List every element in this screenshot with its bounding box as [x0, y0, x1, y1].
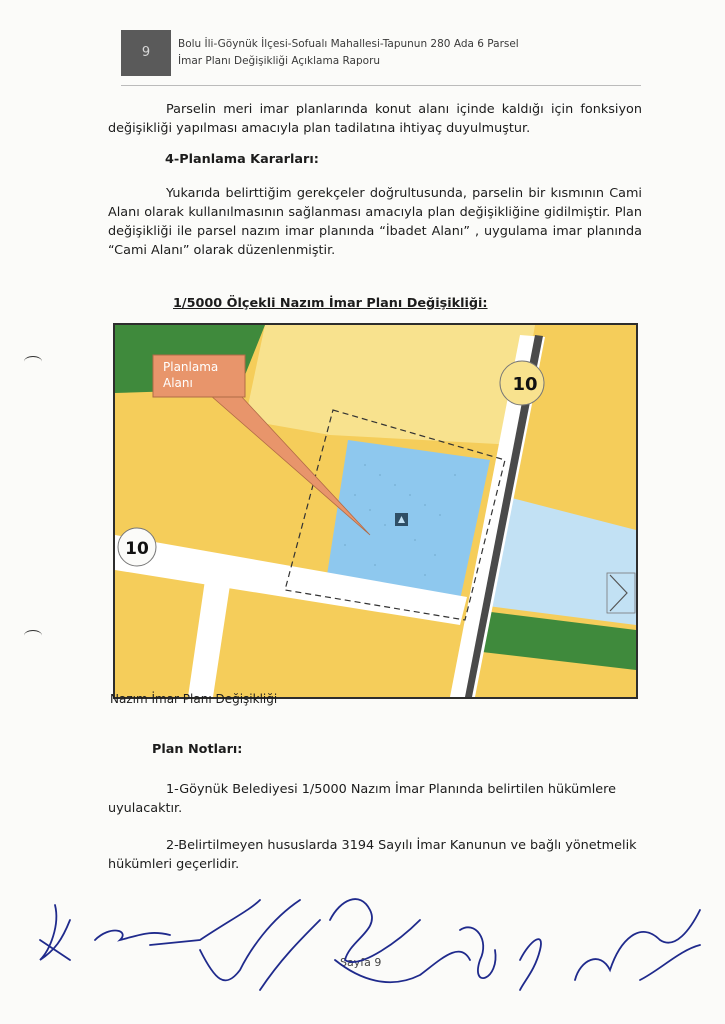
plan-note-1: 1-Göynük Belediyesi 1/5000 Nazım İmar Planında belirtilen hükümlere uyulacaktır. [108, 782, 617, 816]
map-caption: Nazım İmar Planı Değişikliği [110, 692, 278, 706]
plan-note-2: 2-Belirtilmeyen hususlarda 3194 Sayılı İmar Kanunun ve bağlı yönetmelik hükümleri geçerlidir. [108, 838, 637, 872]
section4-title: 4-Planlama Kararları: [165, 152, 319, 167]
header-title-line1: Bolu İli-Göynük İlçesi-Sofualı Mahallesi-Tapunun 280 Ada 6 Parsel [178, 38, 519, 50]
document-header [178, 36, 519, 70]
header-divider [121, 85, 641, 86]
signature-4 [330, 899, 470, 982]
signature-2 [95, 900, 260, 945]
callout-text-line2: Alanı [163, 376, 193, 390]
signature-1 [40, 905, 70, 960]
signature-5 [460, 927, 496, 978]
plan-notes-title: Plan Notları: [152, 742, 243, 757]
section4-body: Yukarıda belirttiğim gerekçeler doğrultusunda, parselin bir kısmının Cami Alanı olarak kullanılmasının sağlanması amacıyla plan değişikliğine gidilmiştir. Plan değişikliği ile parsel nazım imar planında “İbadet Alanı” , uygulama imar planında “Cami Alanı” olarak düzenlenmiştir. [108, 186, 642, 258]
signature-6 [520, 939, 541, 990]
road-label-top: 10 [512, 374, 538, 395]
map-title: 1/5000 Ölçekli Nazım İmar Planı Değişikliği: [173, 296, 488, 311]
punch-mark-bottom [24, 630, 42, 641]
punch-mark-top [24, 356, 42, 367]
intro-paragraph: Parselin meri imar planlarında konut alanı içinde kaldığı için fonksiyon değişikliği yapılması amacıyla plan tadilatına ihtiyaç duyulmuştur. [108, 102, 642, 136]
road-label-left: 10 [125, 539, 149, 559]
footer-page-label: Sayfa 9 [340, 956, 382, 969]
callout-text-line1: Planlama [163, 360, 219, 374]
zoning-map [113, 323, 638, 699]
zoning-map-svg [115, 325, 636, 697]
signatures [0, 880, 725, 1024]
page-number-box: 9 [121, 30, 171, 76]
header-title-line2: İmar Planı Değişikliği Açıklama Raporu [178, 55, 381, 67]
signature-7 [575, 910, 700, 980]
signature-3 [200, 900, 320, 990]
residential-light-zone [245, 325, 538, 445]
